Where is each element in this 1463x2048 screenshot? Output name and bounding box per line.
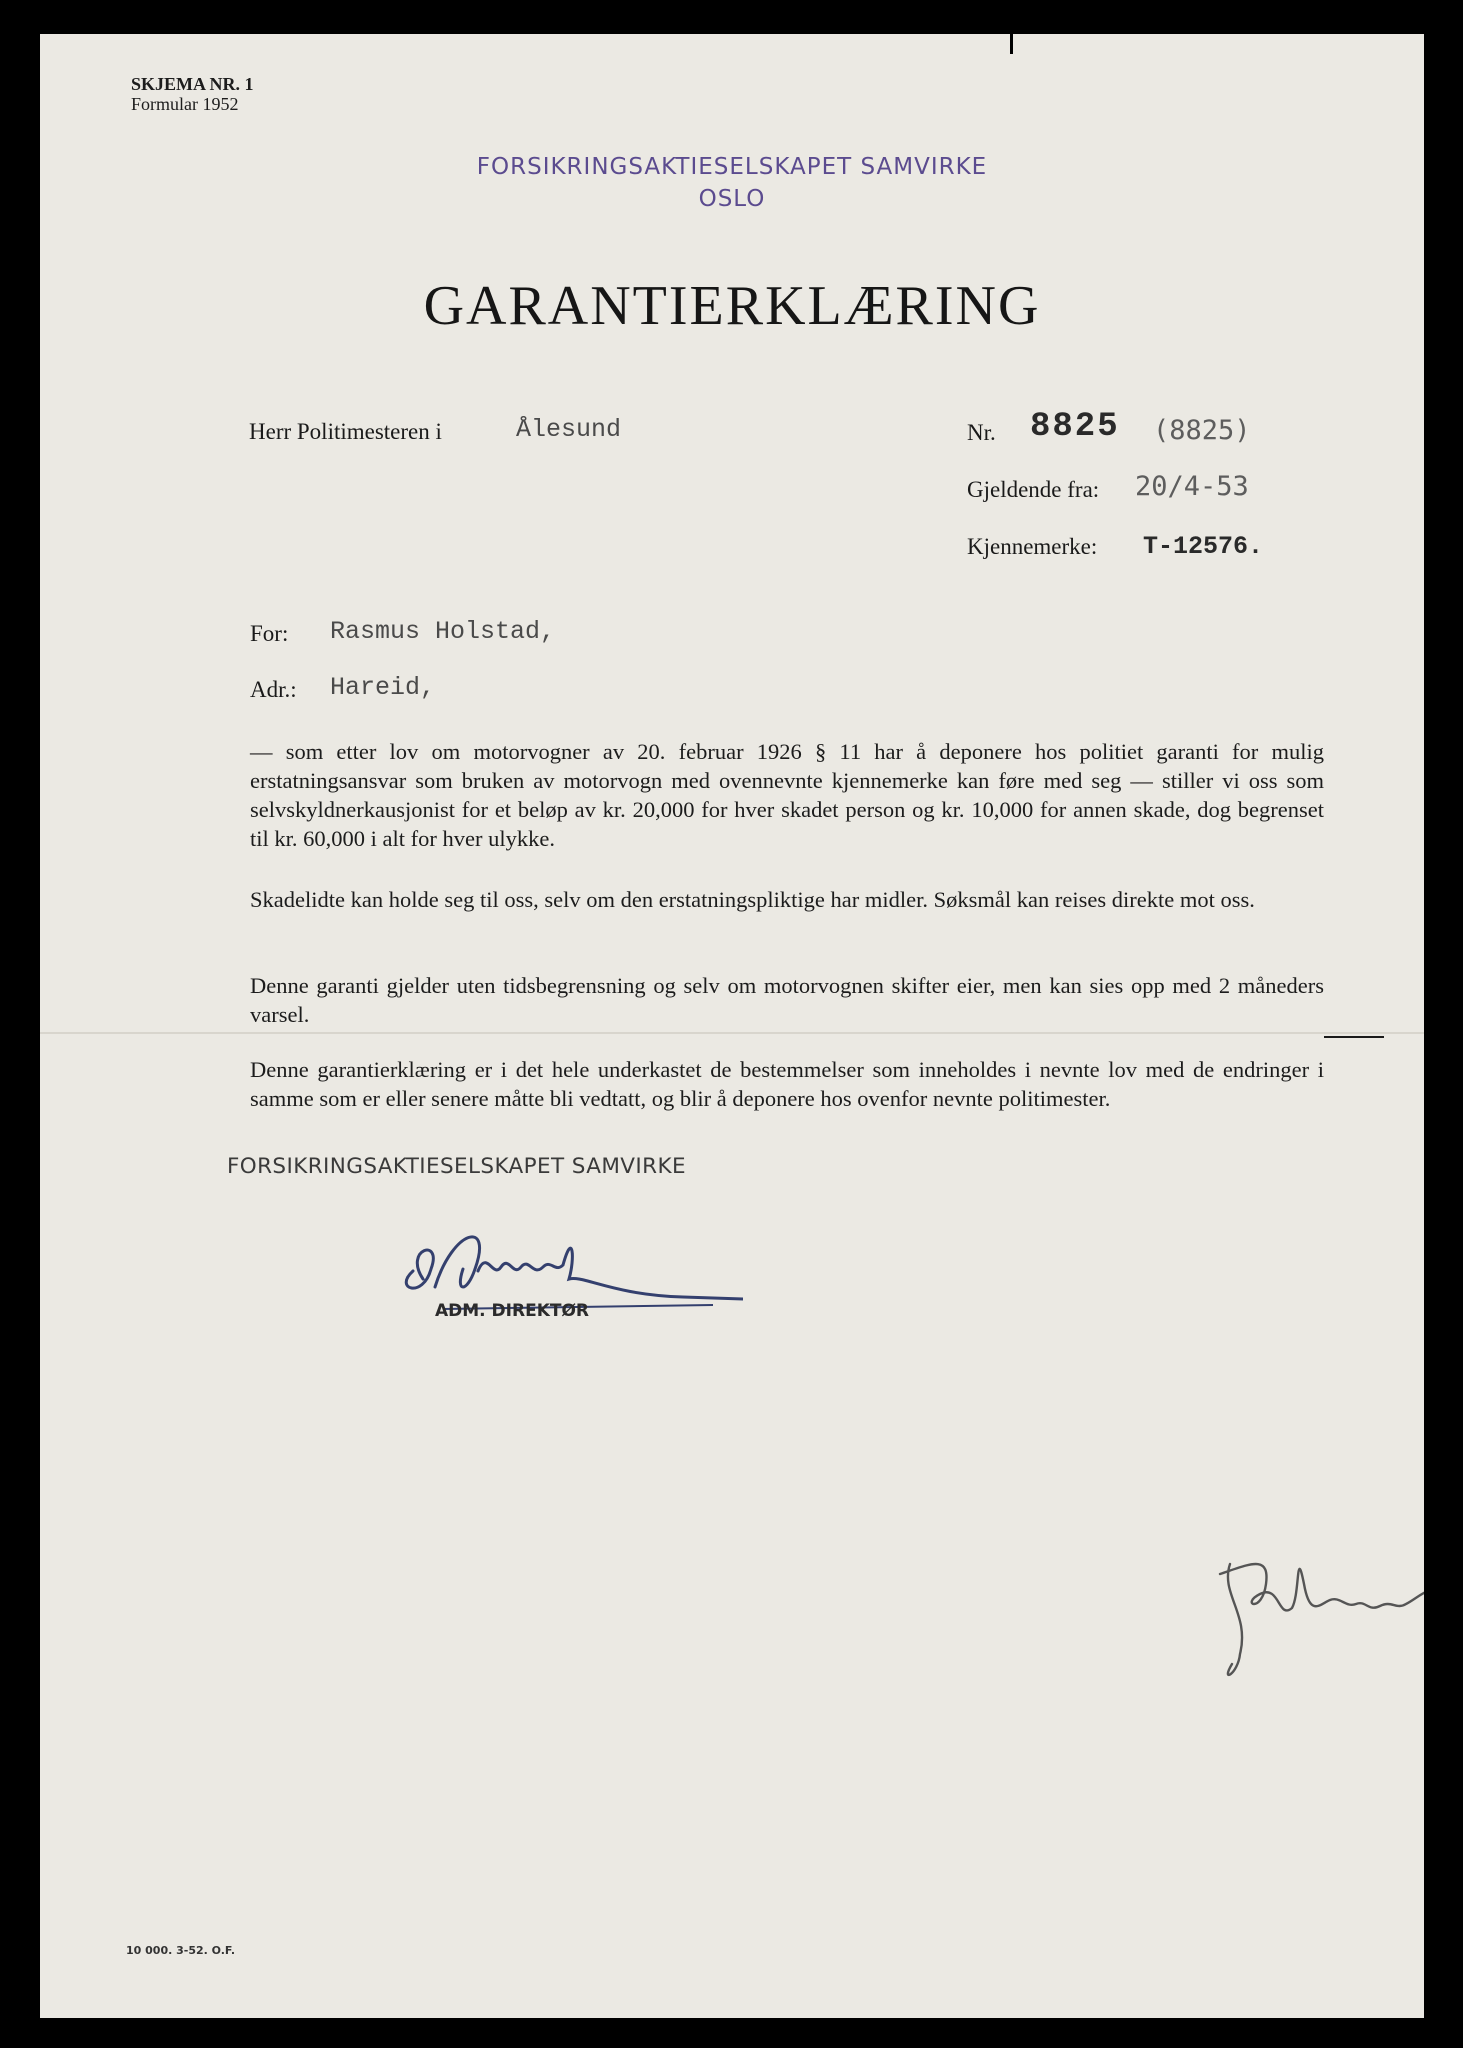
page-title: GARANTIERKLÆRING <box>423 275 1041 337</box>
top-margin-tick <box>1010 34 1013 54</box>
for-value: Rasmus Holstad, <box>330 617 556 646</box>
print-code: 10 000. 3-52. O.F. <box>126 1944 236 1957</box>
signature-title: ADM. DIREKTØR <box>435 1301 590 1321</box>
addressee-label: Herr Politimesteren i <box>249 419 442 444</box>
valid-from-value: 20/4-53 <box>1135 471 1249 502</box>
document-page <box>40 34 1424 2018</box>
signature-company: FORSIKRINGSAKTIESELSKAPET SAMVIRKE <box>227 1154 686 1179</box>
plate-label: Kjennemerke: <box>967 534 1098 559</box>
fold-line <box>40 1032 1424 1034</box>
valid-from-label: Gjeldende fra: <box>967 477 1100 502</box>
addressee-value: Ålesund <box>516 415 622 444</box>
form-year: Formular 1952 <box>131 94 239 114</box>
fold-mark <box>1324 1036 1384 1038</box>
company-stamp-name: FORSIKRINGSAKTIESELSKAPET SAMVIRKE <box>476 154 988 180</box>
nr-value: 8825 <box>1030 408 1120 446</box>
schema-number: SKJEMA NR. 1 <box>131 74 254 94</box>
pencil-initials-signature <box>1200 1524 1424 1684</box>
body-paragraph-2: Skadelidte kan holde seg til oss, selv om den erstatningspliktige har midler. Søksmål kan reises direkte mot oss. <box>250 887 1255 912</box>
body-paragraph-4: Denne garantierklæring er i det hele underkastet de bestemmelser som inneholdes i nevnte lov med de endringer i samme som er eller senere måtte bli vedtatt, og blir å deponere hos ovenfor nevnte politimester. <box>250 1057 1324 1111</box>
body-paragraph-1: — som etter lov om motorvogner av 20. februar 1926 § 11 har å deponere hos politiet garanti for mulig erstatningsansvar som bruken av motorvogn med ovennevnte kjennemerke kan føre med seg — stiller vi oss som selvskyldnerkausjonist for et beløp av kr. 20,000 for hver skadet person og kr. 10,000 for annen skade, dog begrenset til kr. 60,000 i alt for hver ulykke. <box>250 739 1324 851</box>
body-paragraph-3: Denne garanti gjelder uten tidsbegrensning og selv om motorvognen skifter eier, men kan sies opp med 2 måneders varsel. <box>250 973 1324 1027</box>
for-label: For: <box>250 621 289 646</box>
address-label: Adr.: <box>250 677 297 702</box>
plate-value: T-12576. <box>1143 532 1264 561</box>
nr-note: (8825) <box>1153 415 1251 446</box>
address-value: Hareid, <box>330 673 436 702</box>
company-stamp-city: OSLO <box>698 186 766 212</box>
director-signature-block <box>383 1209 743 1339</box>
nr-label: Nr. <box>967 420 996 445</box>
form-number <box>131 74 254 114</box>
